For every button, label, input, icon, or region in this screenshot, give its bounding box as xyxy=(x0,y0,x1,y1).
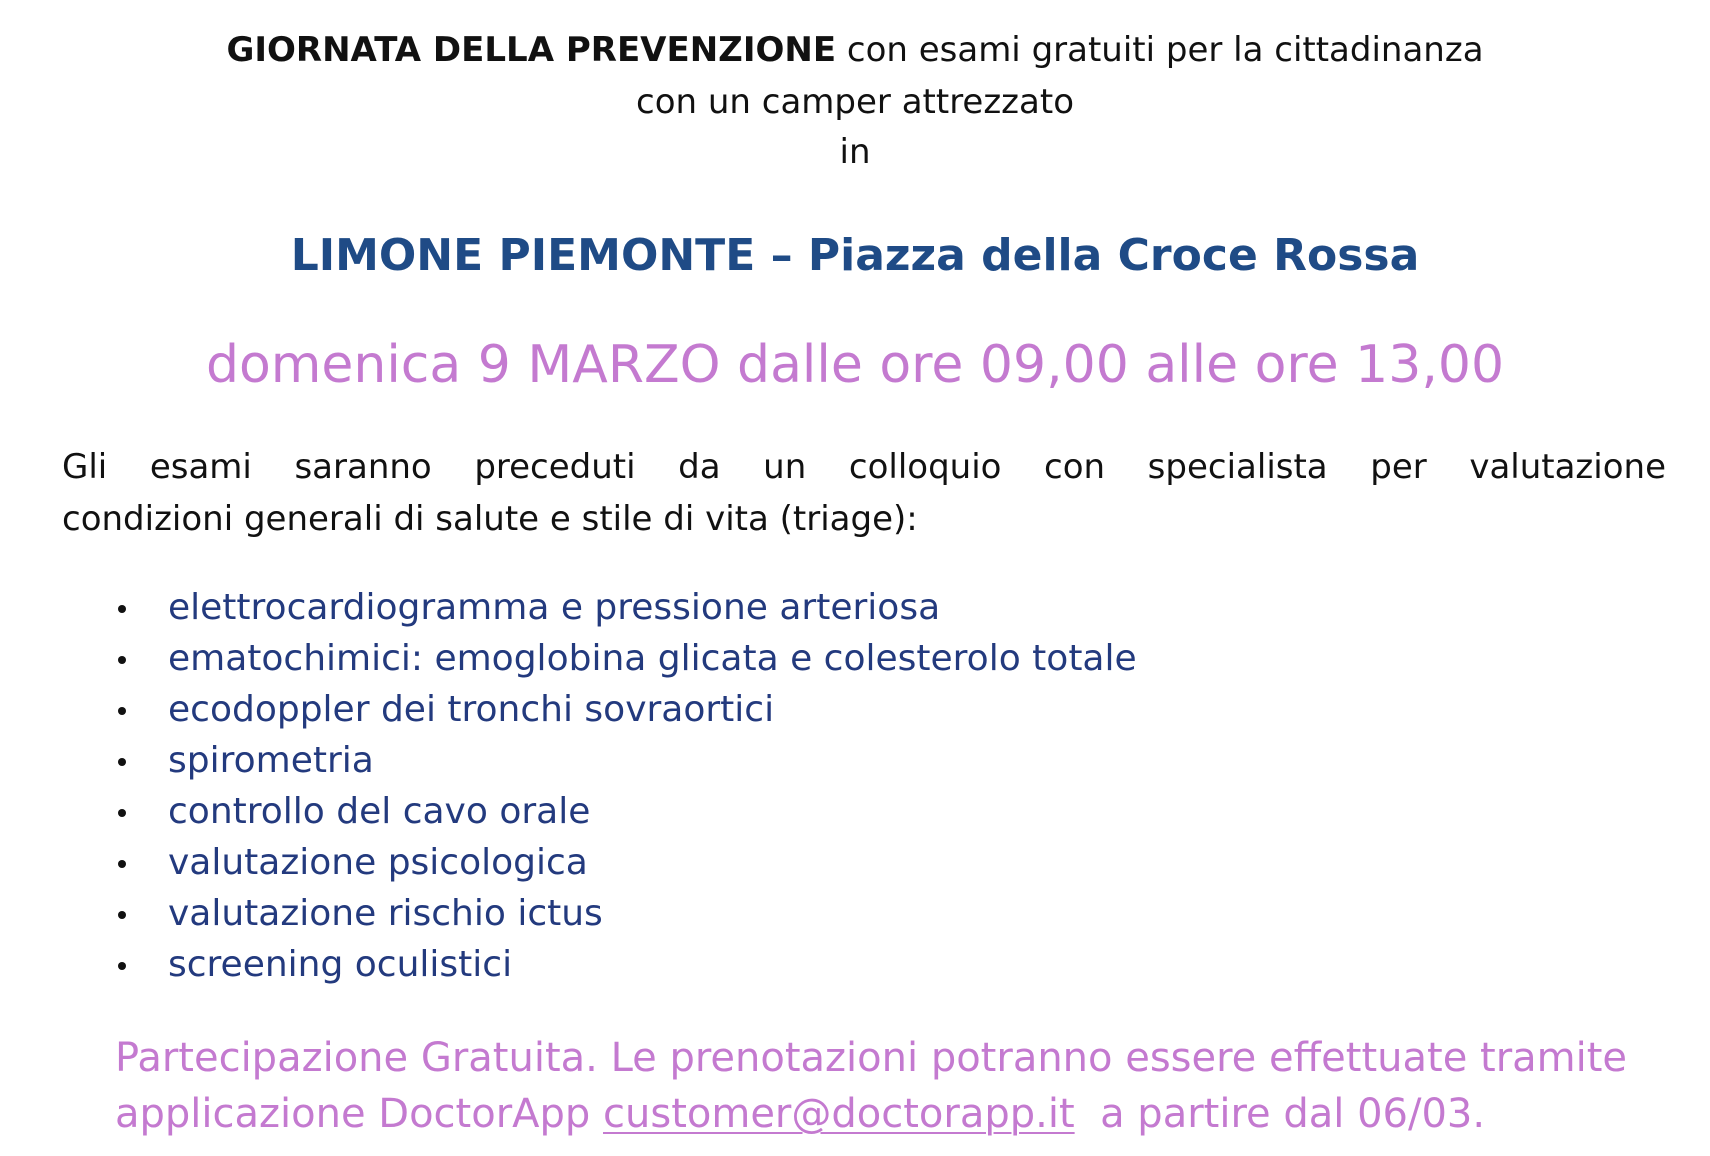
exam-label: valutazione rischio ictus xyxy=(168,893,603,934)
bullet-icon xyxy=(118,758,126,766)
exam-label: ecodoppler dei tronchi sovraortici xyxy=(168,689,775,730)
event-location: LIMONE PIEMONTE – Piazza della Croce Rossa xyxy=(290,230,1420,281)
bullet-icon xyxy=(118,707,126,715)
bullet-icon xyxy=(118,860,126,868)
bullet-icon xyxy=(118,911,126,919)
exam-label: valutazione psicologica xyxy=(168,842,588,883)
booking-line-2 xyxy=(115,1086,1675,1142)
event-subtitle: con esami gratuiti per la cittadinanza xyxy=(836,30,1484,70)
event-datetime: domenica 9 MARZO dalle ore 09,00 alle ore 13,00 xyxy=(205,335,1505,395)
header-line-3: in xyxy=(839,132,871,172)
event-title: GIORNATA DELLA PREVENZIONE xyxy=(226,30,837,70)
intro-line-2: condizioni generali di salute e stile di vita (triage): xyxy=(62,499,918,539)
header-line-1 xyxy=(0,28,1710,72)
exam-label: spirometria xyxy=(168,740,374,781)
exam-label: screening oculistici xyxy=(168,944,513,985)
booking-suffix: a partire dal 06/03. xyxy=(1074,1091,1486,1137)
bullet-icon xyxy=(118,962,126,970)
booking-note xyxy=(115,1030,1675,1142)
bullet-icon xyxy=(118,809,126,817)
email-link[interactable]: customer@doctorapp.it xyxy=(603,1091,1075,1137)
bullet-icon xyxy=(118,656,126,664)
booking-line-1: Partecipazione Gratuita. Le prenotazioni potranno essere effettuate tramite xyxy=(115,1035,1628,1081)
bullet-icon xyxy=(118,605,126,613)
intro-paragraph xyxy=(62,441,1666,545)
exam-label: elettrocardiogramma e pressione arteriosa xyxy=(168,587,941,628)
intro-line-1: Gli esami saranno preceduti da un colloquio con specialista per valutazione xyxy=(62,447,1666,487)
exam-label: ematochimici: emoglobina glicata e colesterolo totale xyxy=(168,638,1137,679)
exam-label: controllo del cavo orale xyxy=(168,791,591,832)
header-line-2: con un camper attrezzato xyxy=(636,82,1074,122)
booking-prefix: applicazione DoctorApp xyxy=(115,1091,604,1137)
